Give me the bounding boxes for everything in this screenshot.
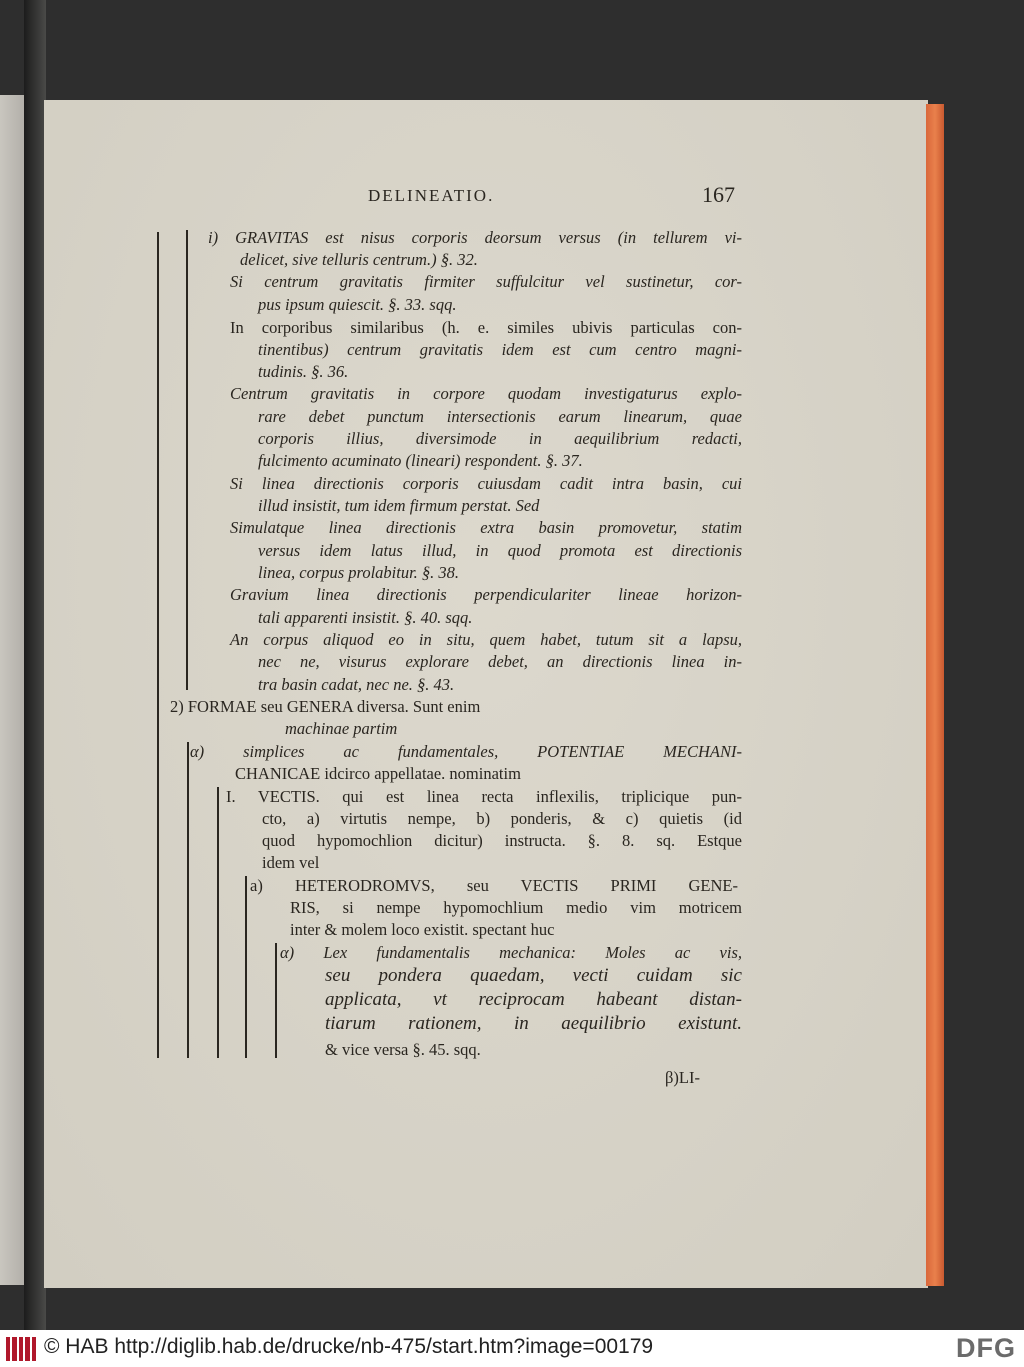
text-line: idem vel [262, 853, 320, 872]
copyright-link[interactable]: © HAB http://diglib.hab.de/drucke/nb-475/start.htm?image=00179 [44, 1335, 654, 1358]
text-line: 2) FORMAE seu GENERA diversa. Sunt enim [170, 697, 481, 716]
text-line: applicata, vt reciprocam habeant distan- [325, 989, 742, 1010]
text-line: i) GRAVITAS est nisus corporis deorsum versus (in tellurem vi- [208, 228, 742, 247]
text-line: cto, a) virtutis nempe, b) ponderis, & c) quietis (id [262, 809, 742, 828]
text-line: tinentibus) centrum gravitatis idem est cum centro magni- [258, 340, 742, 359]
text-line: & vice versa §. 45. sqq. [325, 1040, 481, 1059]
hab-logo-icon [6, 1337, 36, 1361]
bracket-rule [187, 742, 189, 1058]
bracket-rule [186, 230, 188, 690]
text-line: An corpus aliquod eo in situ, quem habet, tutum sit a lapsu, [230, 630, 742, 649]
text-line: linea, corpus prolabitur. §. 38. [258, 563, 460, 582]
dfg-logo: DFG [956, 1333, 1016, 1363]
text-line: tra basin cadat, nec ne. §. 43. [258, 675, 455, 694]
book-gutter [24, 0, 46, 1330]
text-line: machinae partim [285, 719, 398, 738]
text-line: Simulatque linea directionis extra basin promovetur, statim [230, 518, 742, 537]
text-line: a) HETERODROMVS, seu VECTIS PRIMI GENE- [250, 876, 738, 895]
text-line: Centrum gravitatis in corpore quodam investigaturus explo- [230, 384, 742, 403]
text-line: Si centrum gravitatis firmiter suffulcitur vel sustinetur, cor- [230, 272, 742, 291]
text-line: pus ipsum quiescit. §. 33. sqq. [258, 295, 457, 314]
text-line: inter & molem loco existit. spectant huc [290, 920, 555, 939]
text-line: α) Lex fundamentalis mechanica: Moles ac vis, [280, 943, 742, 962]
text-line: illud insistit, tum idem firmum perstat. Sed [258, 496, 540, 515]
viewer-footer [0, 1330, 1024, 1367]
page-number: 167 [702, 182, 735, 207]
text-line: tiarum rationem, in aequilibrio existunt. [325, 1013, 742, 1034]
text-line: RIS, si nempe hypomochlium medio vim motricem [290, 898, 742, 917]
bracket-rule [275, 943, 277, 1058]
text-line: corporis illius, diversimode in aequilibrium redacti, [258, 429, 742, 448]
text-line: Si linea directionis corporis cuiusdam cadit intra basin, cui [230, 474, 742, 493]
text-line: In corporibus similaribus (h. e. similes ubivis particulas con- [230, 318, 742, 337]
text-line: delicet, sive telluris centrum.) §. 32. [240, 250, 478, 269]
text-line: α) simplices ac fundamentales, POTENTIAE MECHANI- [190, 742, 742, 761]
text-line: quod hypomochlion dicitur) instructa. §. 8. sq. Estque [262, 831, 742, 850]
running-head: DELINEATIO. [368, 186, 495, 205]
text-line: I. VECTIS. qui est linea recta inflexilis, triplicique pun- [226, 787, 742, 806]
text-line: tali apparenti insistit. §. 40. sqq. [258, 608, 473, 627]
catchword: β)LI- [665, 1068, 700, 1087]
text-line: fulcimento acuminato (lineari) respondent. §. 37. [258, 451, 583, 470]
bracket-rule [245, 876, 247, 1058]
text-line: Gravium linea directionis perpendiculariter lineae horizon- [230, 585, 742, 604]
text-line: CHANICAE idcirco appellatae. nominatim [235, 764, 521, 783]
text-line: rare debet punctum intersectionis earum linearum, quae [258, 407, 742, 426]
page-block-edge [926, 104, 944, 1286]
text-line: versus idem latus illud, in quod promota est directionis [258, 541, 742, 560]
text-line: seu pondera quaedam, vecti cuidam sic [325, 965, 742, 986]
bracket-rule [217, 787, 219, 1058]
text-line: tudinis. §. 36. [258, 362, 349, 381]
text-line: nec ne, visurus explorare debet, an directionis linea in- [258, 652, 742, 671]
adjacent-page-edge [0, 95, 24, 1285]
bracket-rule [157, 232, 159, 1058]
